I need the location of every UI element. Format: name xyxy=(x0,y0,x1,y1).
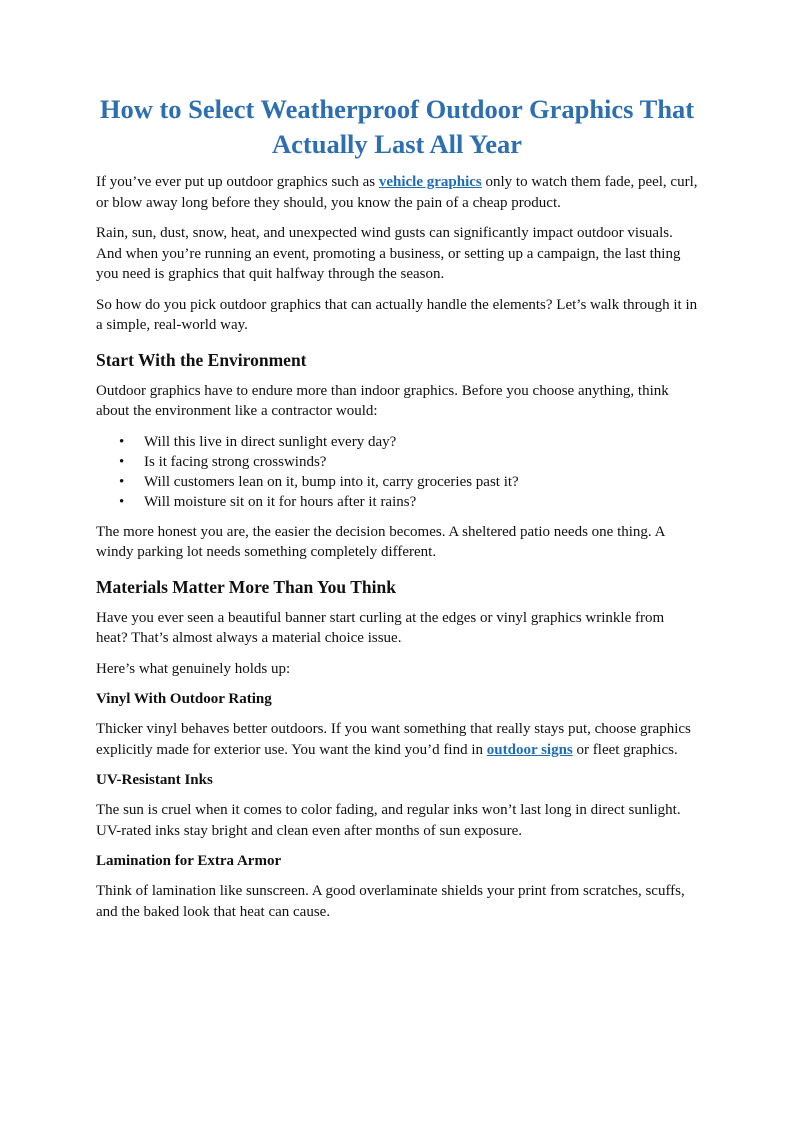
uv-inks-subheading: UV-Resistant Inks xyxy=(96,772,213,788)
list-item xyxy=(119,472,698,492)
list-item-text: Will this live in direct sunlight every day? xyxy=(144,433,397,450)
intro-paragraph-2: Rain, sun, dust, snow, heat, and unexpected wind gusts can significantly impact outdoor visuals. And when you’re running an event, promoting a business, or setting up a campaign, the last thing you need is graphics that quit halfway through the season. xyxy=(96,225,681,282)
bullet-icon: • xyxy=(119,473,125,490)
vinyl-text-end: or fleet graphics. xyxy=(572,741,678,758)
vinyl-paragraph xyxy=(96,719,698,760)
list-item-text: Will moisture sit on it for hours after it rains? xyxy=(144,493,417,510)
bullet-icon: • xyxy=(119,453,125,470)
vinyl-subheading: Vinyl With Outdoor Rating xyxy=(96,691,272,707)
materials-heading: Materials Matter More Than You Think xyxy=(96,576,396,597)
intro-text-start: If you’ve ever put up outdoor graphics such as xyxy=(96,174,379,190)
intro-paragraph-1 xyxy=(96,172,698,213)
list-item xyxy=(119,432,698,452)
uv-inks-paragraph: The sun is cruel when it comes to color fading, and regular inks won’t last long in direct sunlight. UV-rated inks stay bright and clean even after months of sun exposure. xyxy=(96,802,681,839)
materials-paragraph-1: Have you ever seen a beautiful banner start curling at the edges or vinyl graphics wrinkle from heat? That’s almost always a material choice issue. xyxy=(96,609,665,646)
environment-paragraph-1: Outdoor graphics have to endure more than indoor graphics. Before you choose anything, think about the environment like a contractor would: xyxy=(96,382,669,419)
list-item xyxy=(119,492,698,512)
bullet-icon: • xyxy=(119,493,125,510)
outdoor-signs-link[interactable]: outdoor signs xyxy=(486,741,573,758)
list-item-text: Is it facing strong crosswinds? xyxy=(144,453,327,470)
intro-text-end: only to watch them fade, peel, curl, or blow away long before they should, you know the pain of a cheap product. xyxy=(96,174,698,211)
vehicle-graphics-link[interactable]: vehicle graphics xyxy=(378,174,482,190)
intro-paragraph-3: So how do you pick outdoor graphics that can actually handle the elements? Let’s walk through it in a simple, real-world way. xyxy=(96,296,698,333)
document-page xyxy=(96,92,698,932)
environment-paragraph-2: The more honest you are, the easier the decision becomes. A sheltered patio needs one thing. A windy parking lot needs something completely different. xyxy=(96,523,665,560)
vinyl-text-start: Thicker vinyl behaves better outdoors. If you want something that really stays put, choose graphics explicitly made for exterior use. You want the kind you’d find in xyxy=(96,721,691,758)
list-item xyxy=(119,452,698,472)
page-title: How to Select Weatherproof Outdoor Graphics That Actually Last All Year xyxy=(99,94,695,159)
list-item-text: Will customers lean on it, bump into it, carry groceries past it? xyxy=(144,473,519,490)
lamination-subheading: Lamination for Extra Armor xyxy=(96,853,282,869)
materials-paragraph-2: Here’s what genuinely holds up: xyxy=(96,660,291,677)
lamination-paragraph: Think of lamination like sunscreen. A good overlaminate shields your print from scratches, scuffs, and the baked look that heat can cause. xyxy=(96,883,685,920)
bullet-icon: • xyxy=(119,433,125,450)
environment-heading: Start With the Environment xyxy=(96,349,307,370)
environment-checklist xyxy=(96,432,698,512)
